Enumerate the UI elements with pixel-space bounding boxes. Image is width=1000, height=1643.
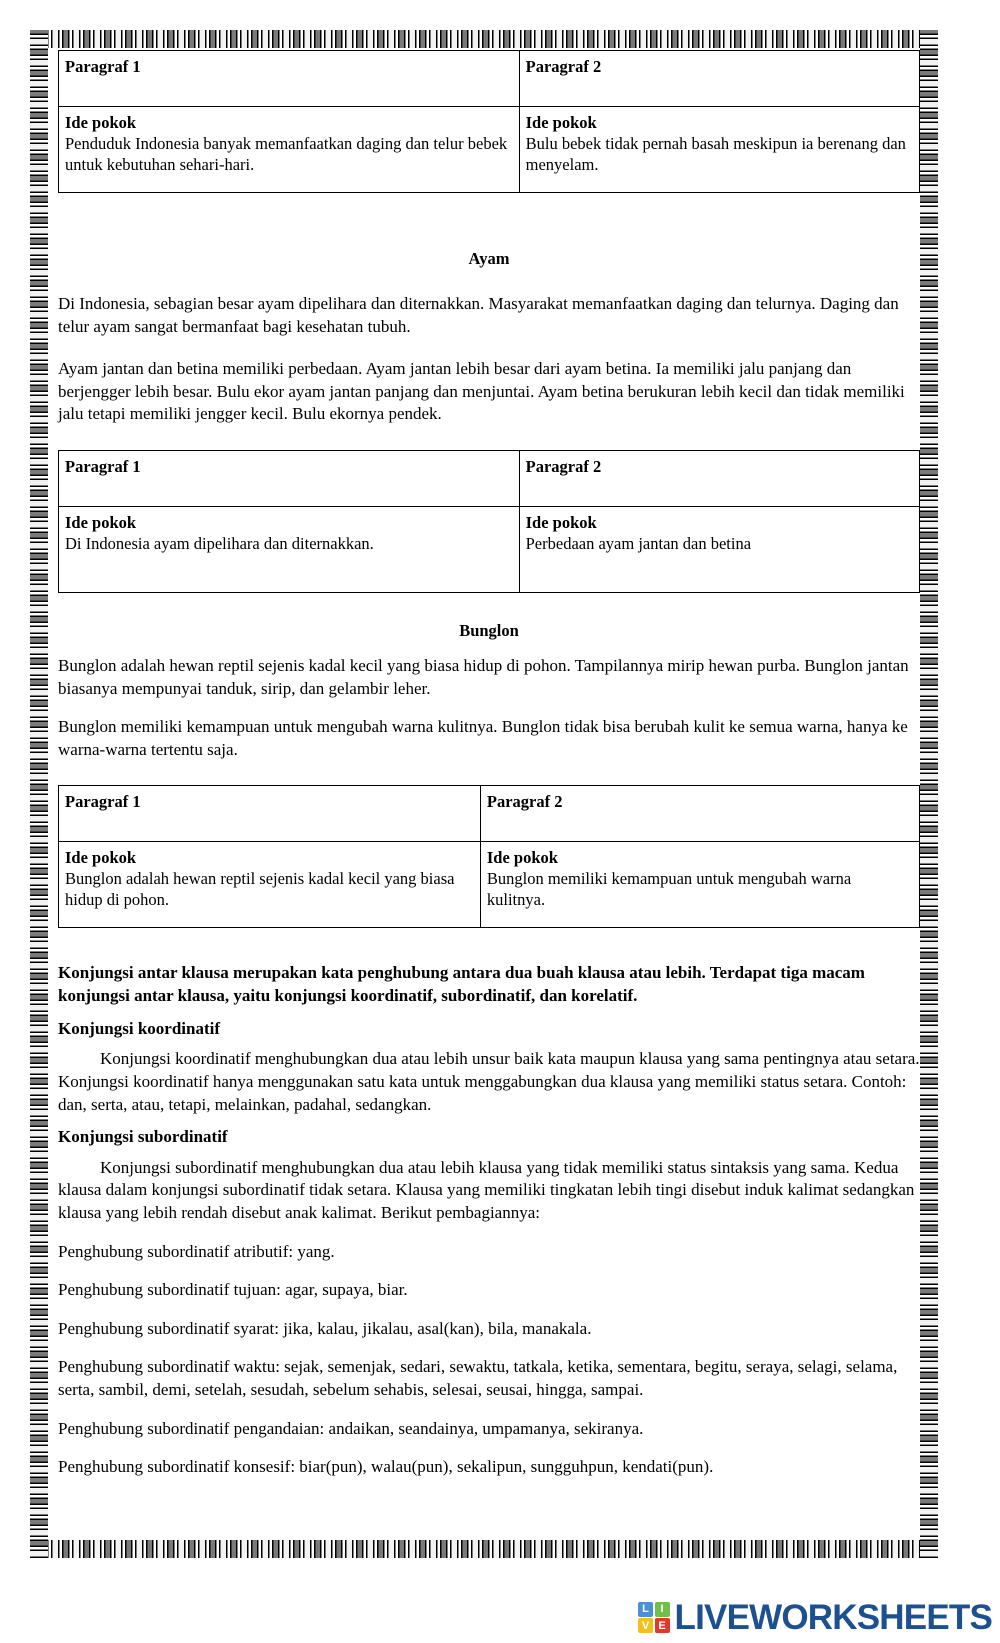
- paragraph-label: Paragraf 1: [65, 792, 141, 812]
- list-item: Penghubung subordinatif tujuan: agar, supaya, biar.: [58, 1280, 408, 1300]
- paragraph-label: Paragraf 1: [65, 457, 141, 477]
- table-row: [59, 107, 920, 193]
- list-item: Penghubung subordinatif pengandaian: andaikan, seandainya, umpamanya, sekiranya.: [58, 1418, 644, 1438]
- liveworksheets-logo[interactable]: [638, 1600, 992, 1635]
- list-item: Penghubung subordinatif syarat: jika, kalau, jikalau, asal(kan), bila, manakala.: [58, 1318, 592, 1338]
- idea-label: Ide pokok: [525, 513, 597, 533]
- liveworksheets-wordmark: LIVEWORKSHEETS: [674, 1598, 992, 1637]
- list-item: Penghubung subordinatif waktu: sejak, semenjak, sedari, sewaktu, tatkala, ketika, sementara, begitu, seraya, selagi, selama, serta, sambil, demi, setelah, sesudah, sebelum sehabis, selesai, seusai, hingga, sampai.: [58, 1357, 898, 1400]
- table-cell-header-paragraf-1[interactable]: [59, 451, 520, 507]
- paragraph-label: Paragraf 1: [65, 57, 141, 76]
- idea-label: Ide pokok: [525, 113, 597, 132]
- idea-table-ayam: [58, 450, 920, 593]
- liveworksheets-logo-tiles: [638, 1602, 670, 1634]
- idea-text: Di Indonesia ayam dipelihara dan diternakkan.: [65, 533, 374, 553]
- logo-tile-e: E: [655, 1618, 670, 1633]
- table-row: [59, 451, 920, 507]
- paragraph-label: Paragraf 2: [525, 457, 602, 477]
- idea-text: Bunglon memiliki kemampuan untuk mengubah warna kulitnya.: [486, 869, 852, 910]
- table-cell-idea-1[interactable]: [59, 107, 520, 193]
- worksheet-content: [58, 50, 920, 1479]
- table-row: [59, 51, 920, 107]
- heading-konjungsi-koordinatif: Konjungsi koordinatif: [58, 1018, 221, 1038]
- idea-label: Ide pokok: [65, 113, 137, 132]
- border-top: [30, 30, 938, 48]
- idea-text: Bunglon adalah hewan reptil sejenis kadal kecil yang biasa hidup di pohon.: [65, 869, 455, 910]
- section-title-bunglon: Bunglon: [459, 621, 519, 641]
- table-cell-idea-1[interactable]: [59, 842, 481, 928]
- logo-tile-v: V: [638, 1618, 653, 1633]
- paragraph-label: Paragraf 2: [486, 792, 563, 812]
- idea-text: Perbedaan ayam jantan dan betina: [525, 533, 752, 553]
- table-cell-header-paragraf-1[interactable]: [59, 51, 520, 107]
- table-cell-header-paragraf-1[interactable]: [59, 786, 481, 842]
- idea-label: Ide pokok: [486, 848, 558, 868]
- table-cell-idea-2[interactable]: [519, 507, 919, 593]
- table-row: [59, 507, 920, 593]
- logo-tile-l: L: [638, 1602, 653, 1617]
- ayam-paragraph-2: Ayam jantan dan betina memiliki perbedaan. Ayam jantan lebih besar dari ayam betina. Ia memiliki jalu panjang dan berjengger lebih besar. Bulu ekor ayam jantan panjang dan menjuntai. Ayam betina berukuran lebih kecil dan tidak memiliki jalu tetapi memiliki jengger kecil. Bulu ekornya pendek.: [58, 359, 905, 424]
- konjungsi-intro: Konjungsi antar klausa merupakan kata penghubung antara dua buah klausa atau lebih. Terdapat tiga macam konjungsi antar klausa, yaitu konjungsi koordinatif, subordinatif, dan korelatif.: [58, 963, 865, 1006]
- table-cell-header-paragraf-2[interactable]: [519, 51, 919, 107]
- section-title-ayam: Ayam: [468, 249, 510, 268]
- logo-tile-i: I: [655, 1602, 670, 1617]
- idea-label: Ide pokok: [65, 513, 137, 533]
- idea-text: Bulu bebek tidak pernah basah meskipun ia berenang dan menyelam.: [525, 133, 906, 174]
- table-cell-idea-1[interactable]: [59, 507, 520, 593]
- table-cell-header-paragraf-2[interactable]: [480, 786, 919, 842]
- idea-text: Penduduk Indonesia banyak memanfaatkan daging dan telur bebek untuk kebutuhan sehari-hari.: [65, 133, 508, 174]
- idea-label: Ide pokok: [65, 848, 137, 868]
- list-item: Penghubung subordinatif atributif: yang.: [58, 1241, 335, 1261]
- bunglon-paragraph-2: Bunglon memiliki kemampuan untuk mengubah warna kulitnya. Bunglon tidak bisa berubah kulit ke semua warna, hanya ke warna-warna tertentu saja.: [58, 717, 908, 759]
- border-right: [920, 30, 938, 1558]
- table-row: [59, 786, 920, 842]
- heading-konjungsi-subordinatif: Konjungsi subordinatif: [58, 1127, 228, 1147]
- table-cell-idea-2[interactable]: [519, 107, 919, 193]
- border-left: [30, 30, 48, 1558]
- konjungsi-subordinatif-body: Konjungsi subordinatif menghubungkan dua atau lebih klausa yang tidak memiliki status sintaksis yang sama. Kedua klausa dalam konjungsi subordinatif tidak setara. Klausa yang memiliki tingkatan lebih tingi disebut induk kalimat sedangkan klausa yang lebih rendah disebut anak kalimat. Berikut pembagiannya:: [58, 1157, 915, 1222]
- table-cell-header-paragraf-2[interactable]: [519, 451, 919, 507]
- idea-table-bebek: [58, 50, 920, 193]
- idea-table-bunglon: [58, 785, 920, 928]
- list-item: Penghubung subordinatif konsesif: biar(pun), walau(pun), sekalipun, sungguhpun, kendati(pun).: [58, 1457, 714, 1477]
- table-row: [59, 842, 920, 928]
- border-bottom: [30, 1540, 938, 1558]
- table-cell-idea-2[interactable]: [480, 842, 919, 928]
- ayam-paragraph-1: Di Indonesia, sebagian besar ayam dipelihara dan diternakkan. Masyarakat memanfaatkan daging dan telurnya. Daging dan telur ayam sangat bermanfaat bagi kesehatan tubuh.: [58, 294, 899, 336]
- paragraph-label: Paragraf 2: [525, 57, 602, 76]
- bunglon-paragraph-1: Bunglon adalah hewan reptil sejenis kadal kecil yang biasa hidup di pohon. Tampilannya mirip hewan purba. Bunglon jantan biasanya mempunyai tanduk, sirip, dan gelambir leher.: [58, 656, 909, 698]
- konjungsi-koordinatif-body: Konjungsi koordinatif menghubungkan dua atau lebih unsur baik kata maupun klausa yang sama pentingnya atau setara. Konjungsi koordinatif hanya menggunakan satu kata untuk menggabungkan dua klausa yang memiliki status setara. Contoh: dan, serta, atau, tetapi, melainkan, padahal, sedangkan.: [58, 1049, 920, 1114]
